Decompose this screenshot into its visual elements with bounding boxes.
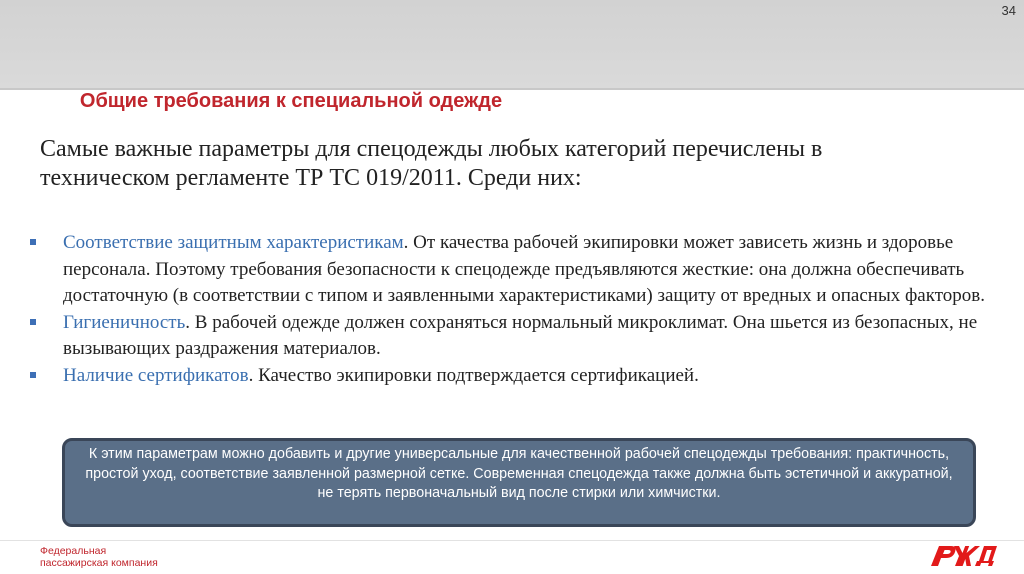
list-item xyxy=(30,230,990,310)
bullet-square-icon xyxy=(30,319,36,325)
company-name xyxy=(40,545,158,569)
slide-number: 34 xyxy=(1001,3,1016,18)
bullet-square-icon xyxy=(30,372,36,378)
bullet-text: . В рабочей одежде должен сохраняться нормальный микроклимат. Она шьется из безопасных, не вызывающих раздражения материалов. xyxy=(63,311,978,359)
requirements-list xyxy=(30,230,990,389)
company-name-line1: Федеральная xyxy=(40,545,107,557)
bullet-text: . От качества рабочей экипировки может зависеть жизнь и здоровье персонала. Поэтому требования безопасности к спецодежде предъявляются жесткие: она должна обеспечивать достаточную (в соответствии с типом и заявленными характеристиками) защиту от вредных и опасных факторов. xyxy=(63,232,985,306)
note-callout xyxy=(62,438,976,527)
company-name-line2: пассажирская компания xyxy=(40,557,158,569)
slide-title: Общие требования к специальной одежде xyxy=(79,90,503,112)
header-band xyxy=(0,0,1024,90)
bullet-lead: Гигиеничность xyxy=(63,311,186,333)
list-item xyxy=(30,363,990,390)
footer-rule xyxy=(0,540,1024,541)
footer xyxy=(0,540,1024,574)
list-item xyxy=(30,310,990,363)
bullet-square-icon xyxy=(30,239,36,245)
bullet-lead: Соответствие защитным характеристикам xyxy=(63,232,404,253)
intro-paragraph: Самые важные параметры для спецодежды любых категорий перечислены в техническом регламенте ТР ТС 019/2011. Среди них: xyxy=(40,136,823,191)
bullet-lead: Наличие сертификатов xyxy=(63,364,249,386)
rzd-logo xyxy=(925,540,1003,572)
bullet-text: . Качество экипировки подтверждается сертификацией. xyxy=(248,364,699,386)
note-text: К этим параметрам можно добавить и другие универсальные для качественной рабочей спецодежды требования: практичность, простой уход, соответствие заявленной размерной сетке. Современная спецодежда также должна быть эстетичной и аккуратной, не терять первоначальный вид после стирки или химчистки. xyxy=(85,446,953,501)
